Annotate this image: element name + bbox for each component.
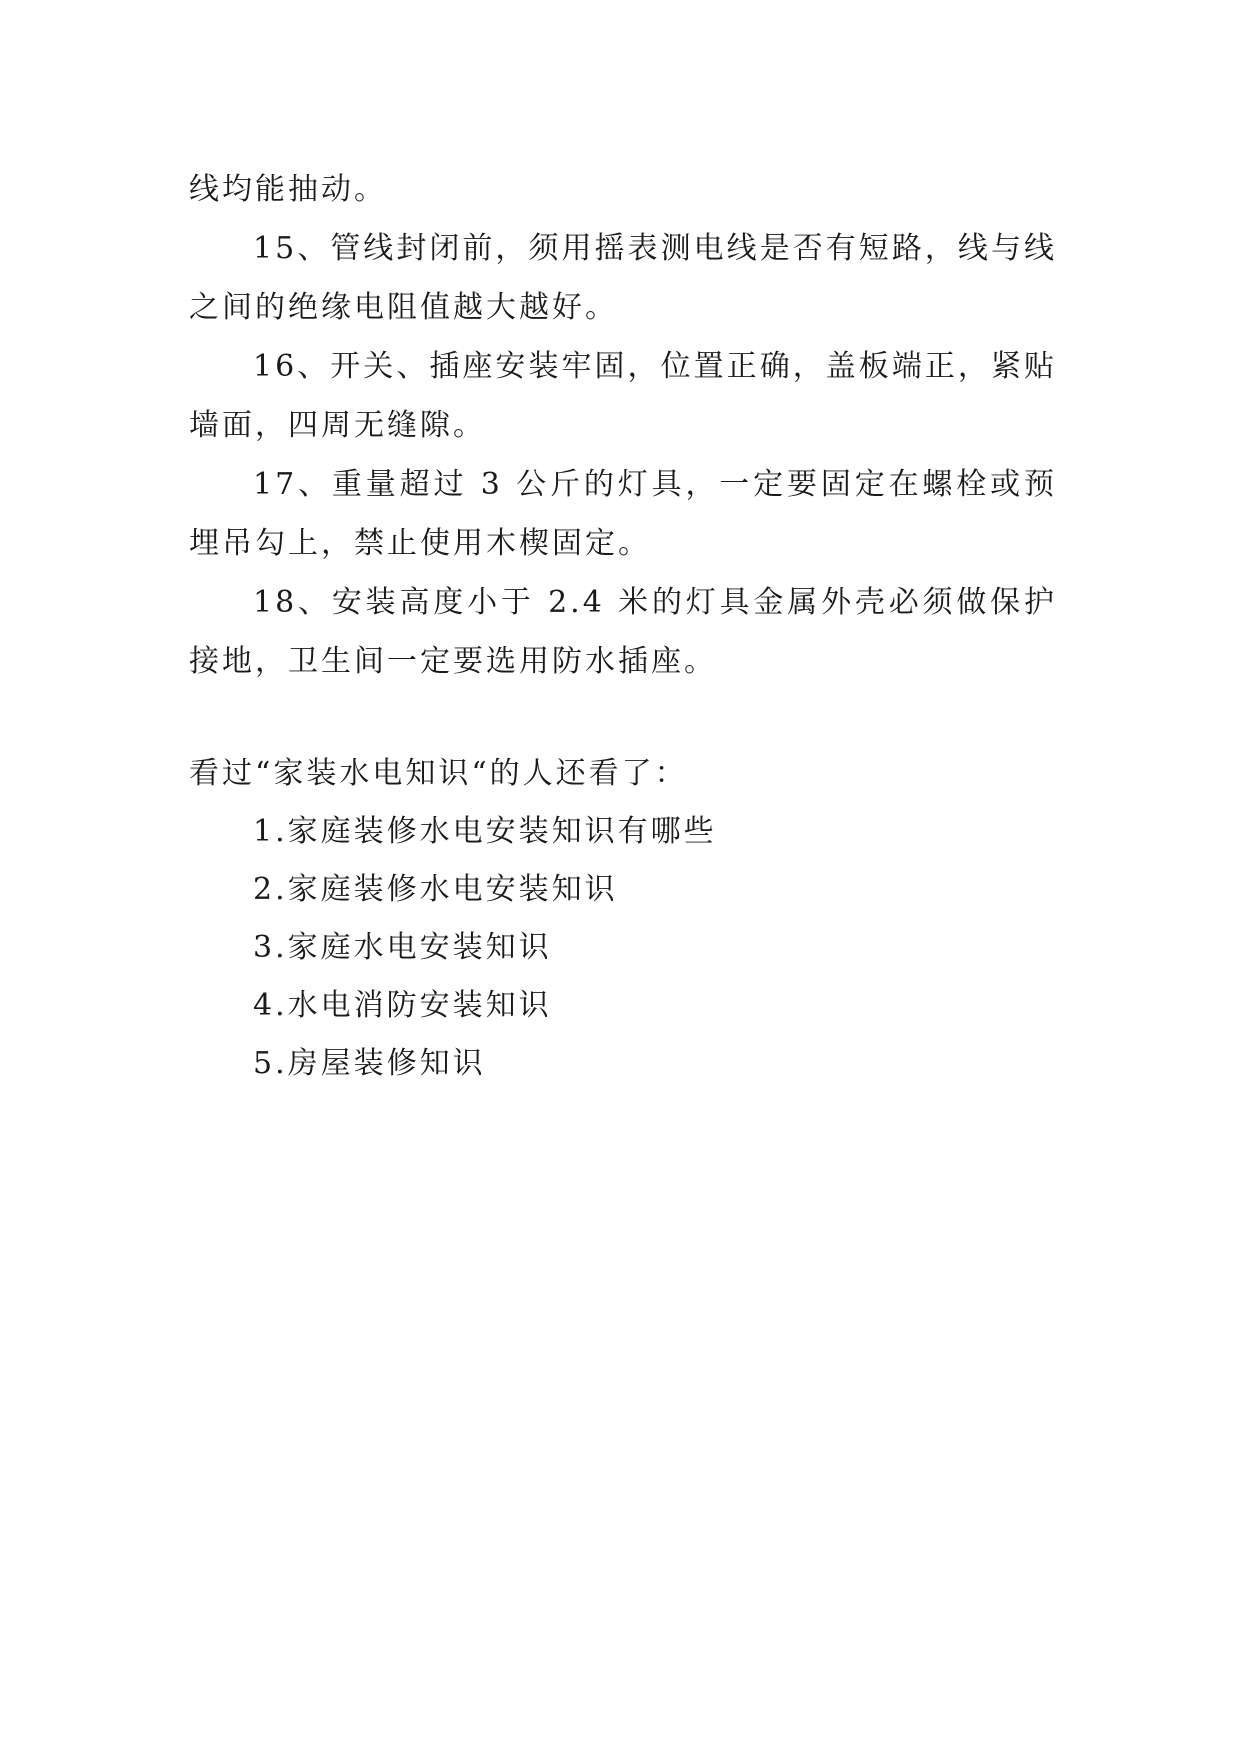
related-link[interactable]: 2.家庭装修水电安装知识 [253,872,618,907]
paragraph-item-17: 17、重量超过 3 公斤的灯具，一定要固定在螺栓或预埋吊勾上，禁止使用木楔固定。 [189,467,1057,561]
related-link[interactable]: 1.家庭装修水电安装知识有哪些 [253,814,717,849]
related-list [189,803,1057,1093]
body-text [189,160,1057,691]
related-link[interactable]: 5.房屋装修知识 [253,1046,486,1081]
paragraph-item-16: 16、开关、插座安装牢固，位置正确，盖板端正，紧贴墙面，四周无缝隙。 [189,349,1057,443]
related-link[interactable]: 3.家庭水电安装知识 [253,930,552,965]
related-title: 看过“家装水电知识“的人还看了： [189,756,688,791]
paragraph-continuation: 线均能抽动。 [189,172,387,207]
paragraph-item-15: 15、管线封闭前，须用摇表测电线是否有短路，线与线之间的绝缘电阻值越大越好。 [189,231,1057,325]
paragraph-item-18: 18、安装高度小于 2.4 米的灯具金属外壳必须做保护接地，卫生间一定要选用防水插座。 [189,585,1057,679]
related-articles [189,745,1057,1093]
related-link[interactable]: 4.水电消防安装知识 [253,988,552,1023]
